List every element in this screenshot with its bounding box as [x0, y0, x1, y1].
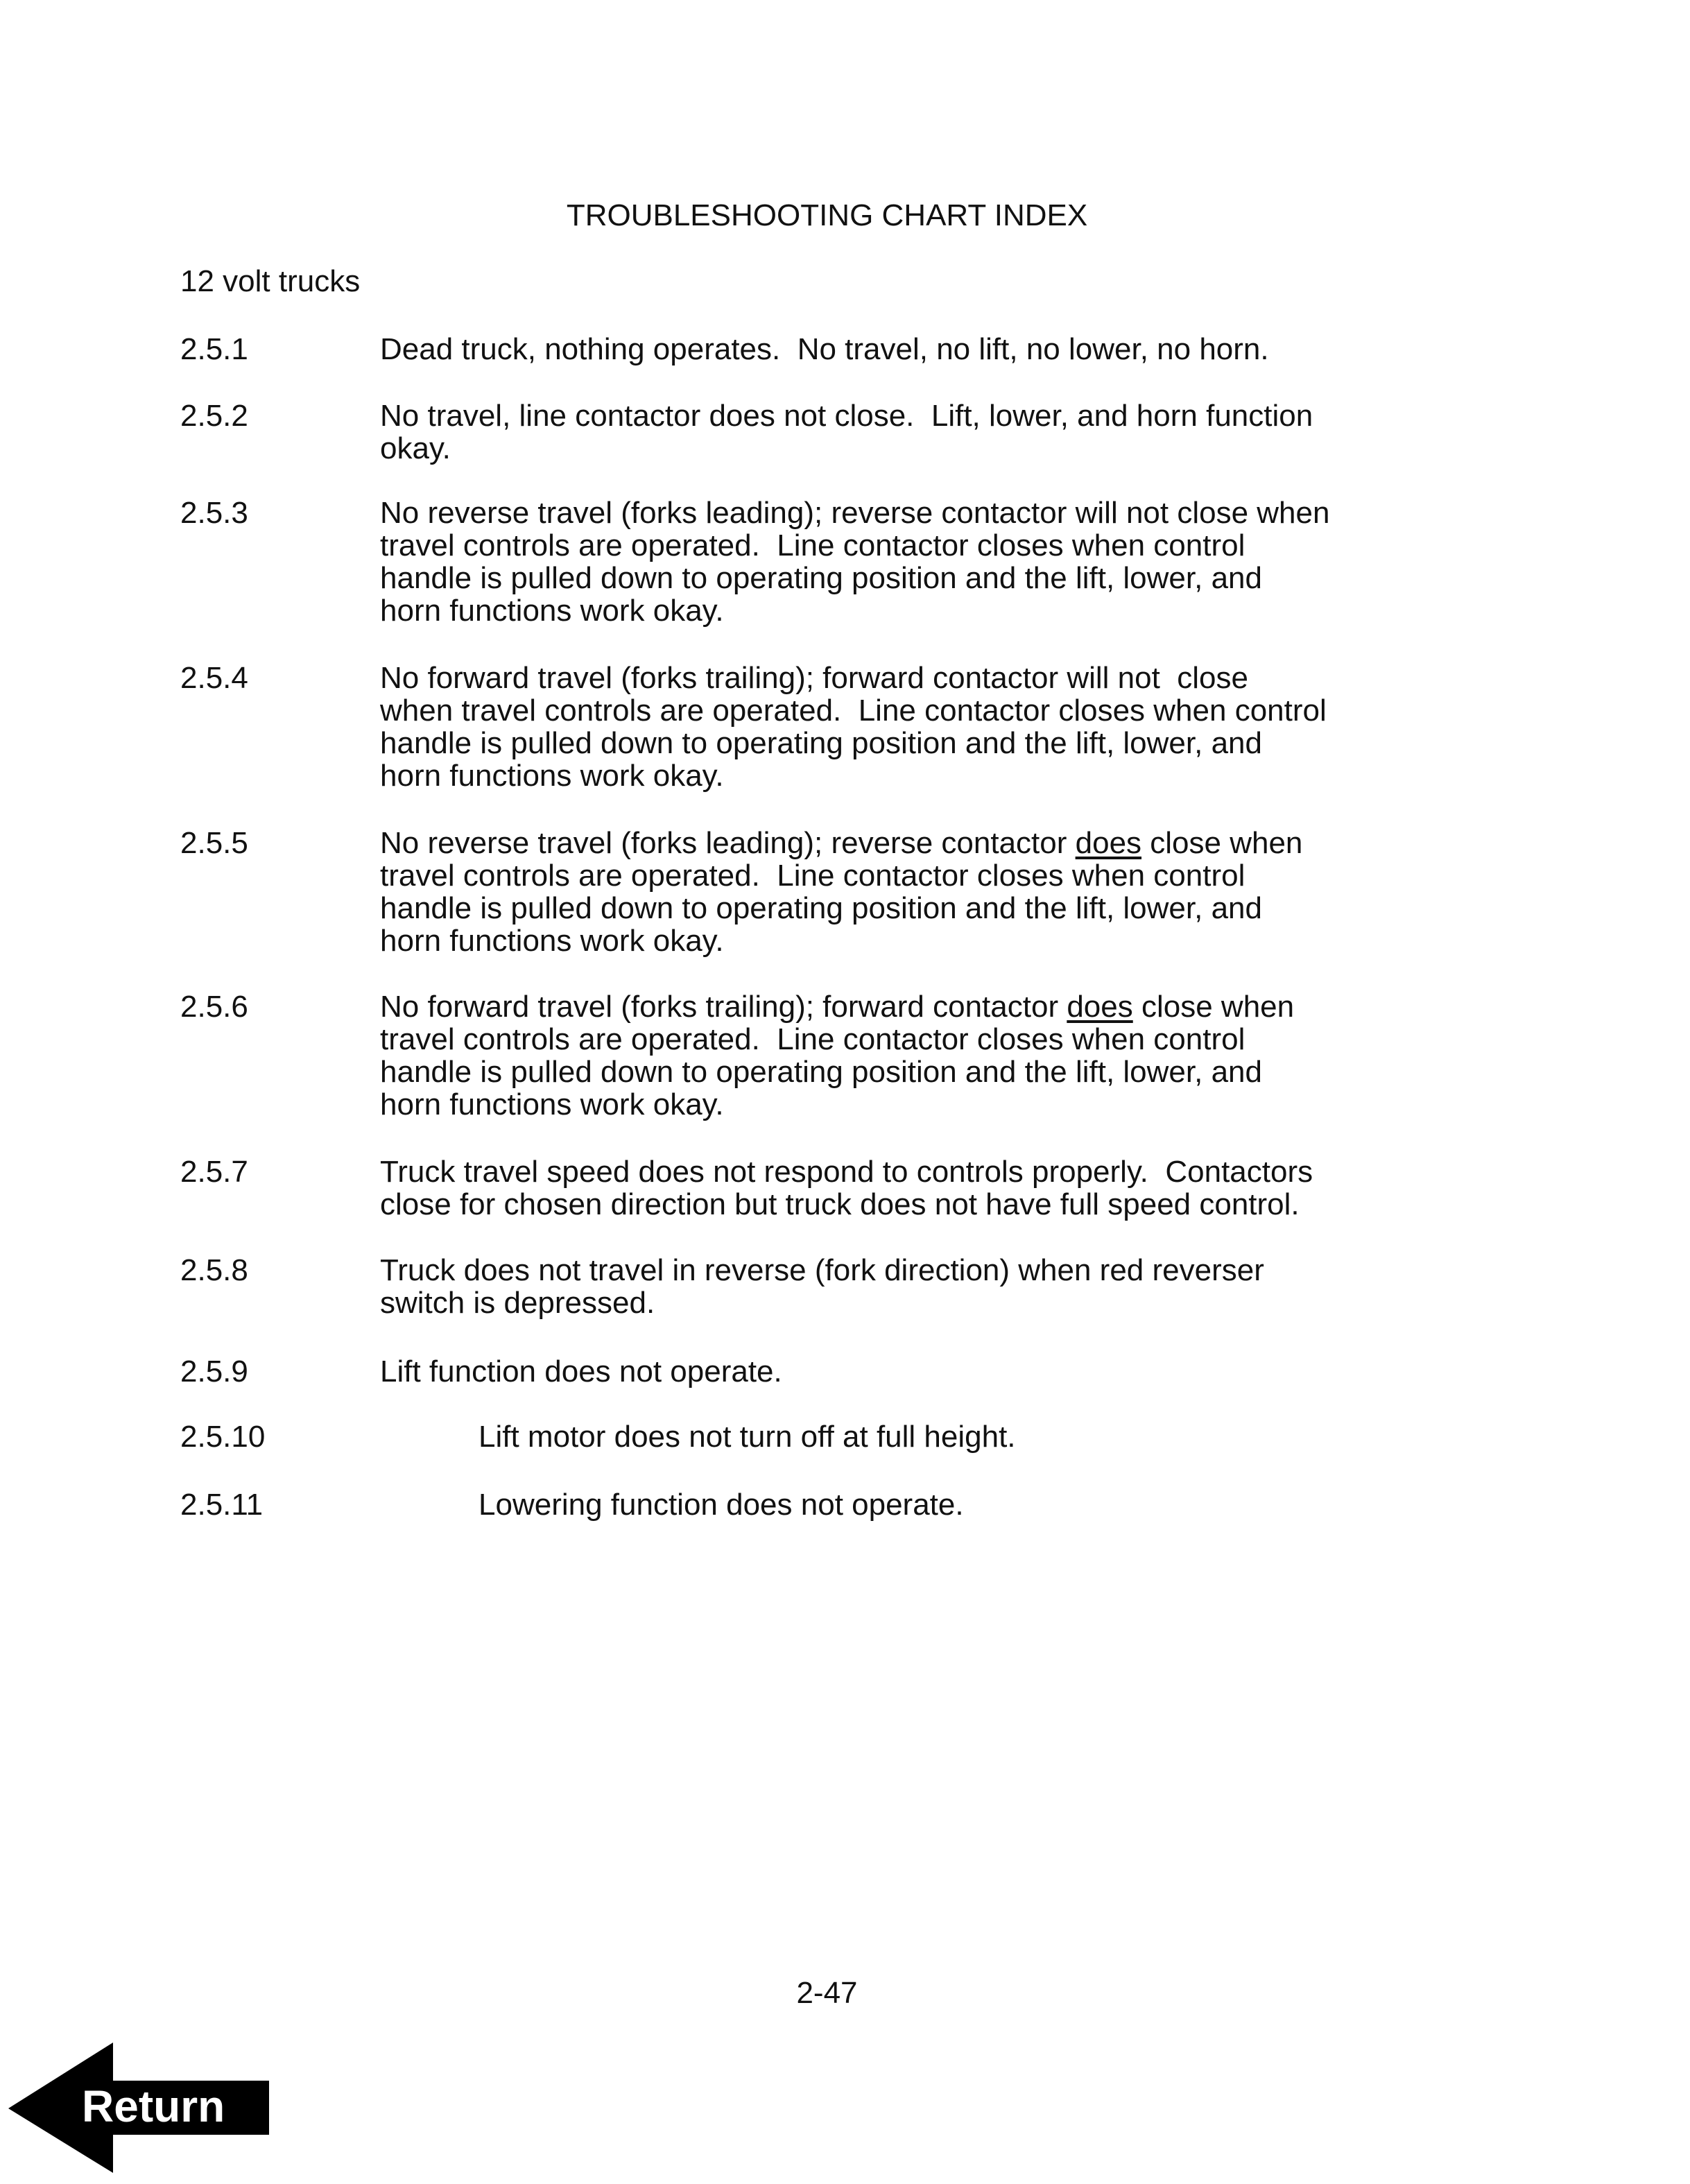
- entry-number: 2.5.1: [180, 332, 248, 366]
- entry-number: 2.5.2: [180, 399, 248, 433]
- emphasized-text: does: [1067, 990, 1133, 1024]
- entry-number: 2.5.9: [180, 1355, 248, 1388]
- entry-description: [380, 333, 1269, 366]
- text-segment: Truck travel speed does not respond to controls properly. Contactors: [380, 1155, 1313, 1189]
- description-line: [380, 1088, 1294, 1121]
- text-segment: travel controls are operated. Line contactor closes when control: [380, 859, 1245, 893]
- text-segment: close when: [1141, 826, 1303, 860]
- description-line: [380, 892, 1302, 925]
- text-segment: horn functions work okay.: [380, 759, 724, 793]
- description-line: [380, 1056, 1294, 1088]
- description-line: [380, 925, 1302, 957]
- entry-description: [478, 1488, 964, 1521]
- description-line: [380, 594, 1329, 627]
- description-line: [380, 694, 1327, 727]
- text-segment: No travel, line contactor does not close. Lift, lower, and horn function: [380, 399, 1313, 433]
- description-line: [380, 759, 1327, 792]
- text-segment: No forward travel (forks trailing); forward contactor: [380, 990, 1067, 1024]
- description-line: [380, 1254, 1264, 1287]
- entry-number: 2.5.10: [180, 1420, 266, 1454]
- description-line: [380, 399, 1313, 432]
- description-line: [380, 727, 1327, 759]
- description-line: [380, 333, 1269, 366]
- description-line: [380, 1188, 1313, 1221]
- page-title: TROUBLESHOOTING CHART INDEX: [566, 198, 1088, 232]
- text-segment: horn functions work okay.: [380, 1087, 724, 1121]
- description-line: [380, 562, 1329, 594]
- description-line: [380, 827, 1302, 859]
- text-segment: okay.: [380, 431, 451, 465]
- text-segment: handle is pulled down to operating position and the lift, lower, and: [380, 891, 1262, 925]
- entry-description: [380, 1155, 1313, 1221]
- entry-description: [380, 399, 1313, 465]
- text-segment: switch is depressed.: [380, 1286, 655, 1320]
- text-segment: close for chosen direction but truck does not have full speed control.: [380, 1187, 1300, 1221]
- description-line: [380, 662, 1327, 694]
- entry-description: [380, 990, 1294, 1121]
- entry-number: 2.5.5: [180, 826, 248, 860]
- text-segment: Lift motor does not turn off at full height.: [478, 1420, 1016, 1454]
- description-line: [380, 1155, 1313, 1188]
- description-line: [380, 859, 1302, 892]
- text-segment: horn functions work okay.: [380, 924, 724, 958]
- description-line: [380, 1355, 782, 1388]
- description-line: [380, 529, 1329, 562]
- text-segment: No forward travel (forks trailing); forward contactor will not close: [380, 661, 1248, 695]
- emphasized-text: does: [1075, 826, 1142, 860]
- section-subtitle: 12 volt trucks: [180, 264, 361, 298]
- text-segment: travel controls are operated. Line contactor closes when control: [380, 1022, 1245, 1056]
- text-segment: No reverse travel (forks leading); reverse contactor will not close when: [380, 496, 1330, 530]
- text-segment: horn functions work okay.: [380, 594, 724, 628]
- entry-description: [380, 827, 1302, 957]
- entry-number: 2.5.11: [180, 1488, 264, 1522]
- entry-description: [380, 662, 1327, 792]
- entry-number: 2.5.6: [180, 990, 248, 1024]
- description-line: [478, 1488, 964, 1521]
- entry-description: [478, 1420, 1016, 1453]
- entry-number: 2.5.3: [180, 496, 248, 530]
- description-line: [478, 1420, 1016, 1453]
- text-segment: handle is pulled down to operating position and the lift, lower, and: [380, 1055, 1262, 1089]
- entry-description: [380, 1355, 782, 1388]
- description-line: [380, 432, 1313, 465]
- page-number: 2-47: [796, 1976, 858, 2010]
- description-line: [380, 1023, 1294, 1056]
- description-line: [380, 497, 1329, 529]
- text-segment: No reverse travel (forks leading); reverse contactor: [380, 826, 1076, 860]
- text-segment: travel controls are operated. Line contactor closes when control: [380, 528, 1245, 562]
- entry-number: 2.5.4: [180, 661, 248, 695]
- return-button[interactable]: [7, 2039, 270, 2178]
- entry-number: 2.5.8: [180, 1253, 248, 1287]
- text-segment: handle is pulled down to operating position and the lift, lower, and: [380, 726, 1262, 760]
- description-line: [380, 990, 1294, 1023]
- entry-description: [380, 1254, 1264, 1319]
- return-label: Return: [82, 2081, 225, 2131]
- text-segment: Lowering function does not operate.: [478, 1488, 964, 1522]
- text-segment: when travel controls are operated. Line contactor closes when control: [380, 694, 1327, 728]
- entry-number: 2.5.7: [180, 1155, 248, 1189]
- description-line: [380, 1287, 1264, 1319]
- text-segment: Truck does not travel in reverse (fork direction) when red reverser: [380, 1253, 1264, 1287]
- text-segment: Dead truck, nothing operates. No travel, no lift, no lower, no horn.: [380, 332, 1269, 366]
- text-segment: Lift function does not operate.: [380, 1355, 782, 1388]
- text-segment: handle is pulled down to operating position and the lift, lower, and: [380, 561, 1262, 595]
- entry-description: [380, 497, 1329, 627]
- text-segment: close when: [1132, 990, 1295, 1024]
